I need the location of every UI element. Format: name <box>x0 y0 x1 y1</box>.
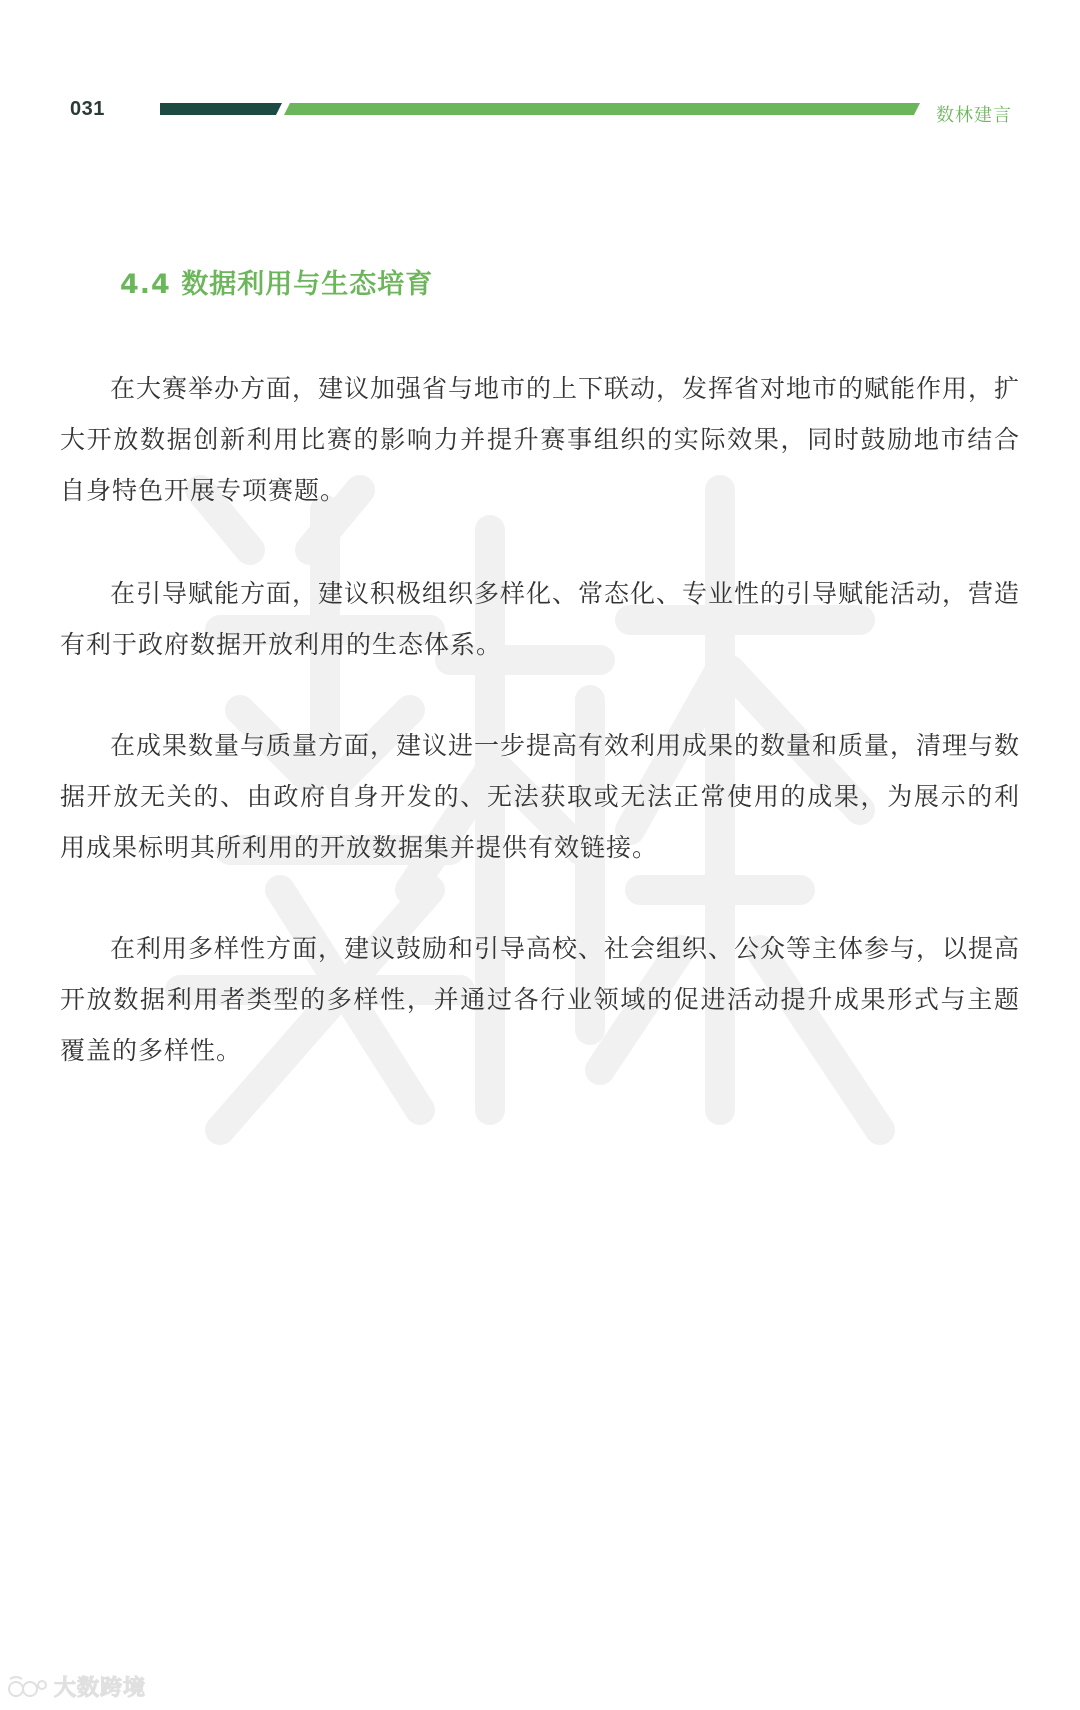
paragraph-quality: 在成果数量与质量方面，建议进一步提高有效利用成果的数量和质量，清理与数据开放无关的、由政府自身开发的、无法获取或无法正常使用的成果，为展示的利用成果标明其所利用的开放数据集并提供有效链接。 <box>60 731 1021 862</box>
dark-bar <box>160 103 282 115</box>
paragraph-diversity: 在利用多样性方面，建议鼓励和引导高校、社会组织、公众等主体参与，以提高开放数据利用者类型的多样性，并通过各行业领域的促进活动提升成果形式与主题覆盖的多样性。 <box>60 934 1021 1065</box>
source-logo-icon <box>6 1675 48 1699</box>
source-watermark <box>6 1671 146 1702</box>
header-decoration-bars <box>160 103 920 115</box>
brand-name: 数林建言 <box>936 105 1012 126</box>
light-bar <box>284 103 920 115</box>
main-content <box>60 265 1020 1076</box>
page-number: 031 <box>70 98 105 120</box>
paragraph-competition: 在大赛举办方面，建议加强省与地市的上下联动，发挥省对地市的赋能作用，扩大开放数据创新利用比赛的影响力并提升赛事组织的实际效果，同时鼓励地市结合自身特色开展专项赛题。 <box>60 374 1021 505</box>
paragraph-guidance: 在引导赋能方面，建议积极组织多样化、常态化、专业性的引导赋能活动，营造有利于政府数据开放利用的生态体系。 <box>60 579 1021 659</box>
source-watermark-text: 大数跨境 <box>54 1676 147 1701</box>
section-title: 4.4 数据利用与生态培育 <box>120 269 434 300</box>
page-header <box>0 0 1080 160</box>
